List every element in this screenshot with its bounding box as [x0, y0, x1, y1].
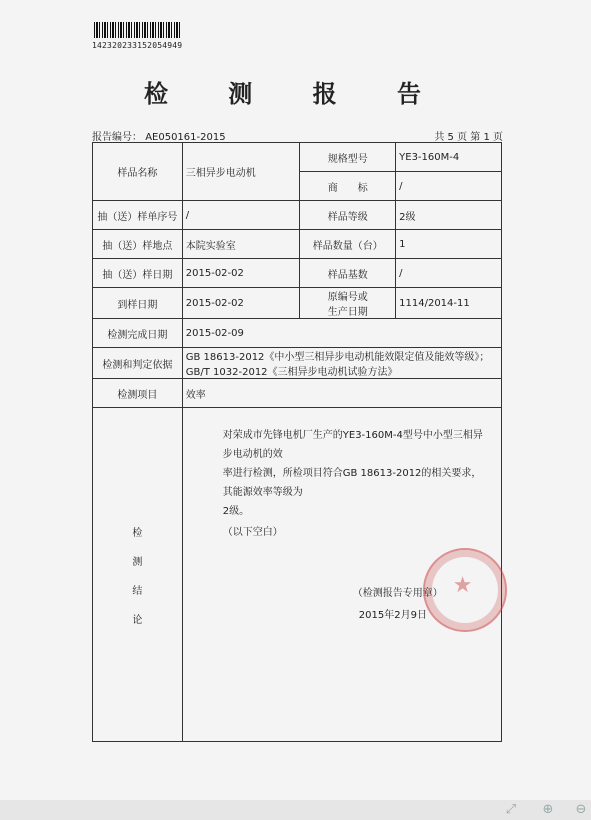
- complete-date-label: 检测完成日期: [93, 319, 183, 348]
- report-number: [92, 128, 226, 143]
- sampling-no-value: /: [182, 201, 300, 230]
- conclusion-line3: 2级。: [222, 506, 250, 517]
- brand-label: 商 标: [300, 172, 396, 201]
- conclusion-body: [182, 408, 501, 742]
- base-label: 样品基数: [300, 259, 396, 288]
- zoom-out-icon[interactable]: ⊖: [575, 802, 587, 817]
- sample-name-label: 样品名称: [93, 143, 183, 201]
- fit-page-icon[interactable]: ⤢: [505, 802, 517, 817]
- basis-line2: GB/T 1032-2012《三相异步电动机试验方法》: [185, 367, 398, 378]
- seal-star-icon: ★: [452, 573, 473, 598]
- sampling-date-label: 抽（送）样日期: [93, 259, 183, 288]
- sampling-date-value: 2015-02-02: [182, 259, 300, 288]
- conclusion-line2: 率进行检测，所检项目符合GB 18613-2012的相关要求，其能源效率等级为: [222, 468, 482, 498]
- basis-label: 检测和判定依据: [93, 348, 183, 379]
- viewer-toolbar: [0, 800, 591, 820]
- seal-label: （检测报告专用章）: [352, 588, 443, 599]
- grade-label: 样品等级: [300, 201, 396, 230]
- test-item-label: 检测项目: [93, 379, 183, 408]
- report-title: 检 测 报 告: [143, 79, 448, 108]
- model-value: YE3-160M-4: [396, 143, 502, 172]
- original-no-value: 1114/2014-11: [396, 288, 502, 319]
- complete-date-value: 2015-02-09: [182, 319, 501, 348]
- arrival-date-value: 2015-02-02: [182, 288, 300, 319]
- report-number-value: AE050161-2015: [145, 132, 226, 143]
- conclusion-char-2: 测: [132, 556, 143, 568]
- sampling-place-label: 抽（送）样地点: [93, 230, 183, 259]
- report-table: [92, 142, 502, 742]
- conclusion-line1: 对荣成市先锋电机厂生产的YE3-160M-4型号中小型三相异步电动机的效: [222, 430, 483, 460]
- base-value: /: [396, 259, 502, 288]
- page-count: 共 5 页 第 1 页: [434, 132, 503, 143]
- barcode-number: 142320233152054949: [92, 41, 183, 50]
- original-no-label-line1: 原编号或: [327, 292, 368, 303]
- arrival-date-label: 到样日期: [93, 288, 183, 319]
- report-number-label: 报告编号：: [92, 132, 142, 143]
- seal-date: 2015年2月9日: [358, 610, 427, 621]
- sampling-place-value: 本院实验室: [182, 230, 300, 259]
- conclusion-char-3: 结: [132, 585, 143, 597]
- sampling-no-label: 抽（送）样单序号: [93, 201, 183, 230]
- basis-value: [182, 348, 501, 379]
- quantity-value: 1: [396, 230, 502, 259]
- conclusion-char-1: 检: [132, 527, 143, 539]
- brand-value: /: [396, 172, 502, 201]
- original-no-label: [300, 288, 396, 319]
- blank-note: （以下空白）: [222, 527, 283, 538]
- model-label: 规格型号: [300, 143, 396, 172]
- quantity-label: 样品数量（台）: [300, 230, 396, 259]
- barcode: [94, 22, 180, 38]
- basis-line1: GB 18613-2012《中小型三相异步电动机能效限定值及能效等级》；: [185, 352, 490, 363]
- conclusion-char-4: 论: [132, 614, 143, 626]
- original-no-label-line2: 生产日期: [327, 307, 368, 318]
- edge-seal-fragment: [575, 150, 589, 260]
- zoom-in-icon[interactable]: ⊕: [542, 802, 554, 817]
- sample-name-value: 三相异步电动机: [182, 143, 300, 201]
- test-item-value: 效率: [182, 379, 501, 408]
- conclusion-label: [93, 408, 183, 742]
- grade-value: 2级: [396, 201, 502, 230]
